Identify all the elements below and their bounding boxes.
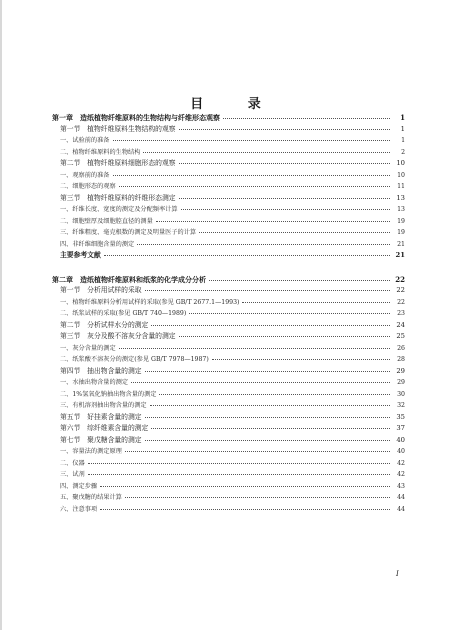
toc-item-entry[interactable] bbox=[52, 504, 405, 516]
toc-entry-label: 四、测定步骤 bbox=[60, 482, 98, 490]
toc-page-number: 1 bbox=[401, 137, 405, 144]
toc-section-entry[interactable] bbox=[52, 285, 405, 297]
dot-leader bbox=[179, 198, 390, 199]
toc-entry-label: 第一章 造纸植物纤维原料的生物结构与纤维形态观察 bbox=[52, 113, 220, 122]
toc-section-entry[interactable] bbox=[52, 193, 405, 205]
chapter-gap bbox=[52, 262, 405, 274]
toc-item-entry[interactable] bbox=[52, 400, 405, 412]
dot-leader bbox=[150, 405, 390, 406]
dot-leader bbox=[131, 382, 390, 383]
toc-item-entry[interactable] bbox=[52, 481, 405, 493]
toc-page-number: 30 bbox=[397, 390, 405, 398]
dot-leader bbox=[119, 348, 390, 349]
toc-entry-label: 二、植物纤维原料的生物结构 bbox=[60, 148, 141, 156]
dot-leader bbox=[88, 474, 390, 475]
page-title: 目 录 bbox=[190, 97, 281, 112]
toc-page-number: 26 bbox=[397, 344, 405, 352]
toc-page-number: 13 bbox=[396, 193, 405, 202]
toc-page-number: 22 bbox=[397, 298, 405, 306]
toc-entry-label: 一、灰分含量的测定 bbox=[60, 344, 116, 352]
toc-page-number: 32 bbox=[397, 402, 405, 409]
toc-item-entry[interactable] bbox=[52, 147, 405, 159]
dot-leader bbox=[100, 509, 390, 510]
toc-section-entry[interactable] bbox=[52, 320, 405, 332]
dot-leader bbox=[151, 428, 390, 429]
dot-leader bbox=[119, 186, 390, 187]
toc-page-number: 40 bbox=[396, 435, 405, 444]
toc-page-number: 1 bbox=[400, 113, 405, 122]
toc-item-entry[interactable] bbox=[52, 181, 405, 193]
toc-section-entry[interactable] bbox=[52, 158, 405, 170]
toc-page-number: 24 bbox=[396, 320, 405, 329]
toc-page-number: 22 bbox=[395, 274, 405, 284]
toc-entry-label: 一、纤维长度、宽度的测定及分配频率计算 bbox=[60, 206, 178, 213]
toc-page-number: 1 bbox=[400, 124, 405, 133]
table-of-contents bbox=[52, 112, 405, 515]
toc-page-number: 40 bbox=[397, 448, 405, 455]
toc-item-entry[interactable] bbox=[52, 446, 405, 458]
toc-entry-label: 二、细胞壁厚及细胞腔直径的测量 bbox=[60, 217, 153, 225]
toc-page-number: 13 bbox=[397, 206, 405, 213]
toc-page-number: 21 bbox=[395, 251, 405, 259]
toc-item-entry[interactable] bbox=[52, 354, 405, 366]
toc-page-number: 42 bbox=[397, 471, 405, 478]
dot-leader bbox=[179, 163, 390, 164]
toc-page-number: 28 bbox=[397, 356, 405, 363]
toc-entry-label: 六、注意事项 bbox=[60, 505, 98, 513]
toc-entry-label: 一、植物纤维原料分析用试样的采取(参见 GB/T 2677.1—1993) bbox=[60, 298, 240, 306]
toc-entry-label: 一、观察前的准备 bbox=[60, 171, 110, 179]
toc-item-entry[interactable] bbox=[52, 170, 405, 182]
toc-entry-label: 第一节 分析用试样的采取 bbox=[60, 286, 142, 294]
dot-leader bbox=[100, 486, 390, 487]
dot-leader bbox=[145, 290, 390, 291]
toc-entry-label: 主要参考文献 bbox=[60, 251, 101, 259]
dot-leader bbox=[145, 371, 390, 372]
dot-leader bbox=[242, 302, 390, 303]
toc-entry-label: 第二节 植物纤维原料细胞形态的观察 bbox=[60, 159, 176, 167]
toc-entry-label: 一、试验前的准备 bbox=[60, 137, 110, 144]
toc-entry-label: 二、细胞形态的观察 bbox=[60, 183, 116, 190]
toc-entry-label: 一、容量法的测定原理 bbox=[60, 448, 122, 455]
dot-leader bbox=[151, 325, 390, 326]
toc-entry-label: 二、1%氢氧化钠抽出物含量的测定 bbox=[60, 390, 157, 398]
toc-entry-label: 二、纸浆试样的采取(参见 GB/T 740—1989) bbox=[60, 310, 187, 317]
toc-entry-label: 一、水抽出物含量的测定 bbox=[60, 379, 129, 386]
toc-page-number: 23 bbox=[397, 310, 405, 317]
toc-item-entry[interactable] bbox=[52, 343, 405, 355]
toc-section-entry[interactable] bbox=[52, 331, 405, 343]
toc-item-entry[interactable] bbox=[52, 239, 405, 251]
toc-item-entry[interactable] bbox=[52, 135, 405, 147]
toc-entry-label: 第五节 好挂素含量的测定 bbox=[60, 412, 142, 421]
dot-leader bbox=[189, 313, 390, 314]
page-number: I bbox=[396, 570, 399, 578]
dot-leader bbox=[125, 497, 390, 498]
dot-leader bbox=[179, 129, 390, 130]
toc-entry-label: 第六节 综纤维素含量的测定 bbox=[60, 424, 149, 432]
toc-item-entry[interactable] bbox=[52, 389, 405, 401]
toc-item-entry[interactable] bbox=[52, 227, 405, 239]
toc-page-number: 22 bbox=[396, 286, 405, 294]
toc-section-entry[interactable] bbox=[52, 435, 405, 447]
toc-references-entry[interactable] bbox=[52, 250, 405, 262]
toc-page-number: 10 bbox=[396, 159, 405, 167]
toc-chapter-entry[interactable] bbox=[52, 112, 405, 124]
toc-page-number: 37 bbox=[396, 424, 405, 432]
dot-leader bbox=[113, 140, 391, 141]
dot-leader bbox=[104, 255, 390, 256]
toc-item-entry[interactable] bbox=[52, 216, 405, 228]
dot-leader bbox=[159, 394, 390, 395]
toc-page-number: 42 bbox=[397, 459, 405, 467]
toc-entry-label: 二、纸浆酸不溶灰分的测定(参见 GB/T 7978—1987) bbox=[60, 356, 209, 363]
dot-leader bbox=[179, 336, 390, 337]
toc-item-entry[interactable] bbox=[52, 458, 405, 470]
toc-section-entry[interactable] bbox=[52, 423, 405, 435]
toc-section-entry[interactable] bbox=[52, 366, 405, 378]
toc-item-entry[interactable] bbox=[52, 492, 405, 504]
dot-leader bbox=[113, 175, 391, 176]
toc-entry-label: 第一节 植物纤维原料生物结构的观察 bbox=[60, 124, 176, 133]
toc-entry-label: 第三节 灰分及酸不溶灰分含量的测定 bbox=[60, 332, 176, 340]
toc-entry-label: 三、试剂 bbox=[60, 471, 85, 478]
toc-item-entry[interactable] bbox=[52, 204, 405, 216]
toc-chapter-entry[interactable] bbox=[52, 274, 405, 286]
toc-item-entry[interactable] bbox=[52, 297, 405, 309]
dot-leader bbox=[199, 232, 390, 233]
dot-leader bbox=[181, 209, 390, 210]
dot-leader bbox=[88, 463, 390, 464]
toc-page-number: 44 bbox=[397, 505, 405, 513]
toc-page-number: 21 bbox=[397, 240, 405, 248]
dot-leader bbox=[156, 221, 390, 222]
toc-entry-label: 第二节 分析试样水分的测定 bbox=[60, 320, 149, 329]
toc-page-number: 29 bbox=[396, 366, 405, 375]
toc-page-number: 43 bbox=[397, 482, 405, 490]
toc-entry-label: 三、纤维粗度、毫克根数的测定及明量医子的计算 bbox=[60, 229, 197, 236]
toc-entry-label: 第七节 聚戊糖含量的测定 bbox=[60, 435, 142, 444]
toc-entry-label: 五、聚戊糖的结果计算 bbox=[60, 494, 122, 501]
dot-leader bbox=[143, 152, 390, 153]
toc-entry-label: 第二章 造纸植物纤维原料和纸浆的化学成分分析 bbox=[52, 274, 206, 284]
dot-leader bbox=[209, 280, 390, 281]
toc-item-entry[interactable] bbox=[52, 469, 405, 481]
toc-page-number: 29 bbox=[397, 379, 405, 386]
dot-leader bbox=[145, 440, 390, 441]
toc-page-number: 19 bbox=[397, 229, 405, 236]
toc-section-entry[interactable] bbox=[52, 412, 405, 424]
toc-page-number: 11 bbox=[397, 183, 405, 190]
toc-page-number: 10 bbox=[397, 171, 405, 179]
toc-entry-label: 第四节 抽出物含量的测定 bbox=[60, 366, 142, 375]
dot-leader bbox=[125, 451, 390, 452]
dot-leader bbox=[137, 244, 390, 245]
toc-page-number: 2 bbox=[401, 148, 405, 156]
dot-leader bbox=[145, 417, 390, 418]
toc-item-entry[interactable] bbox=[52, 377, 405, 389]
toc-entry-label: 三、有机溶剂抽出物含量的测定 bbox=[60, 402, 147, 409]
toc-page-number: 19 bbox=[397, 217, 405, 225]
toc-entry-label: 四、非纤维细胞含量的测定 bbox=[60, 240, 135, 248]
toc-section-entry[interactable] bbox=[52, 124, 405, 136]
toc-page-number: 44 bbox=[397, 494, 405, 501]
toc-page-number: 35 bbox=[396, 412, 405, 421]
toc-entry-label: 二、仪器 bbox=[60, 459, 85, 467]
dot-leader bbox=[212, 359, 390, 360]
toc-item-entry[interactable] bbox=[52, 308, 405, 320]
dot-leader bbox=[223, 118, 390, 119]
toc-entry-label: 第三节 植物纤维原料的纤维形态测定 bbox=[60, 193, 176, 202]
toc-page-number: 25 bbox=[396, 332, 405, 340]
